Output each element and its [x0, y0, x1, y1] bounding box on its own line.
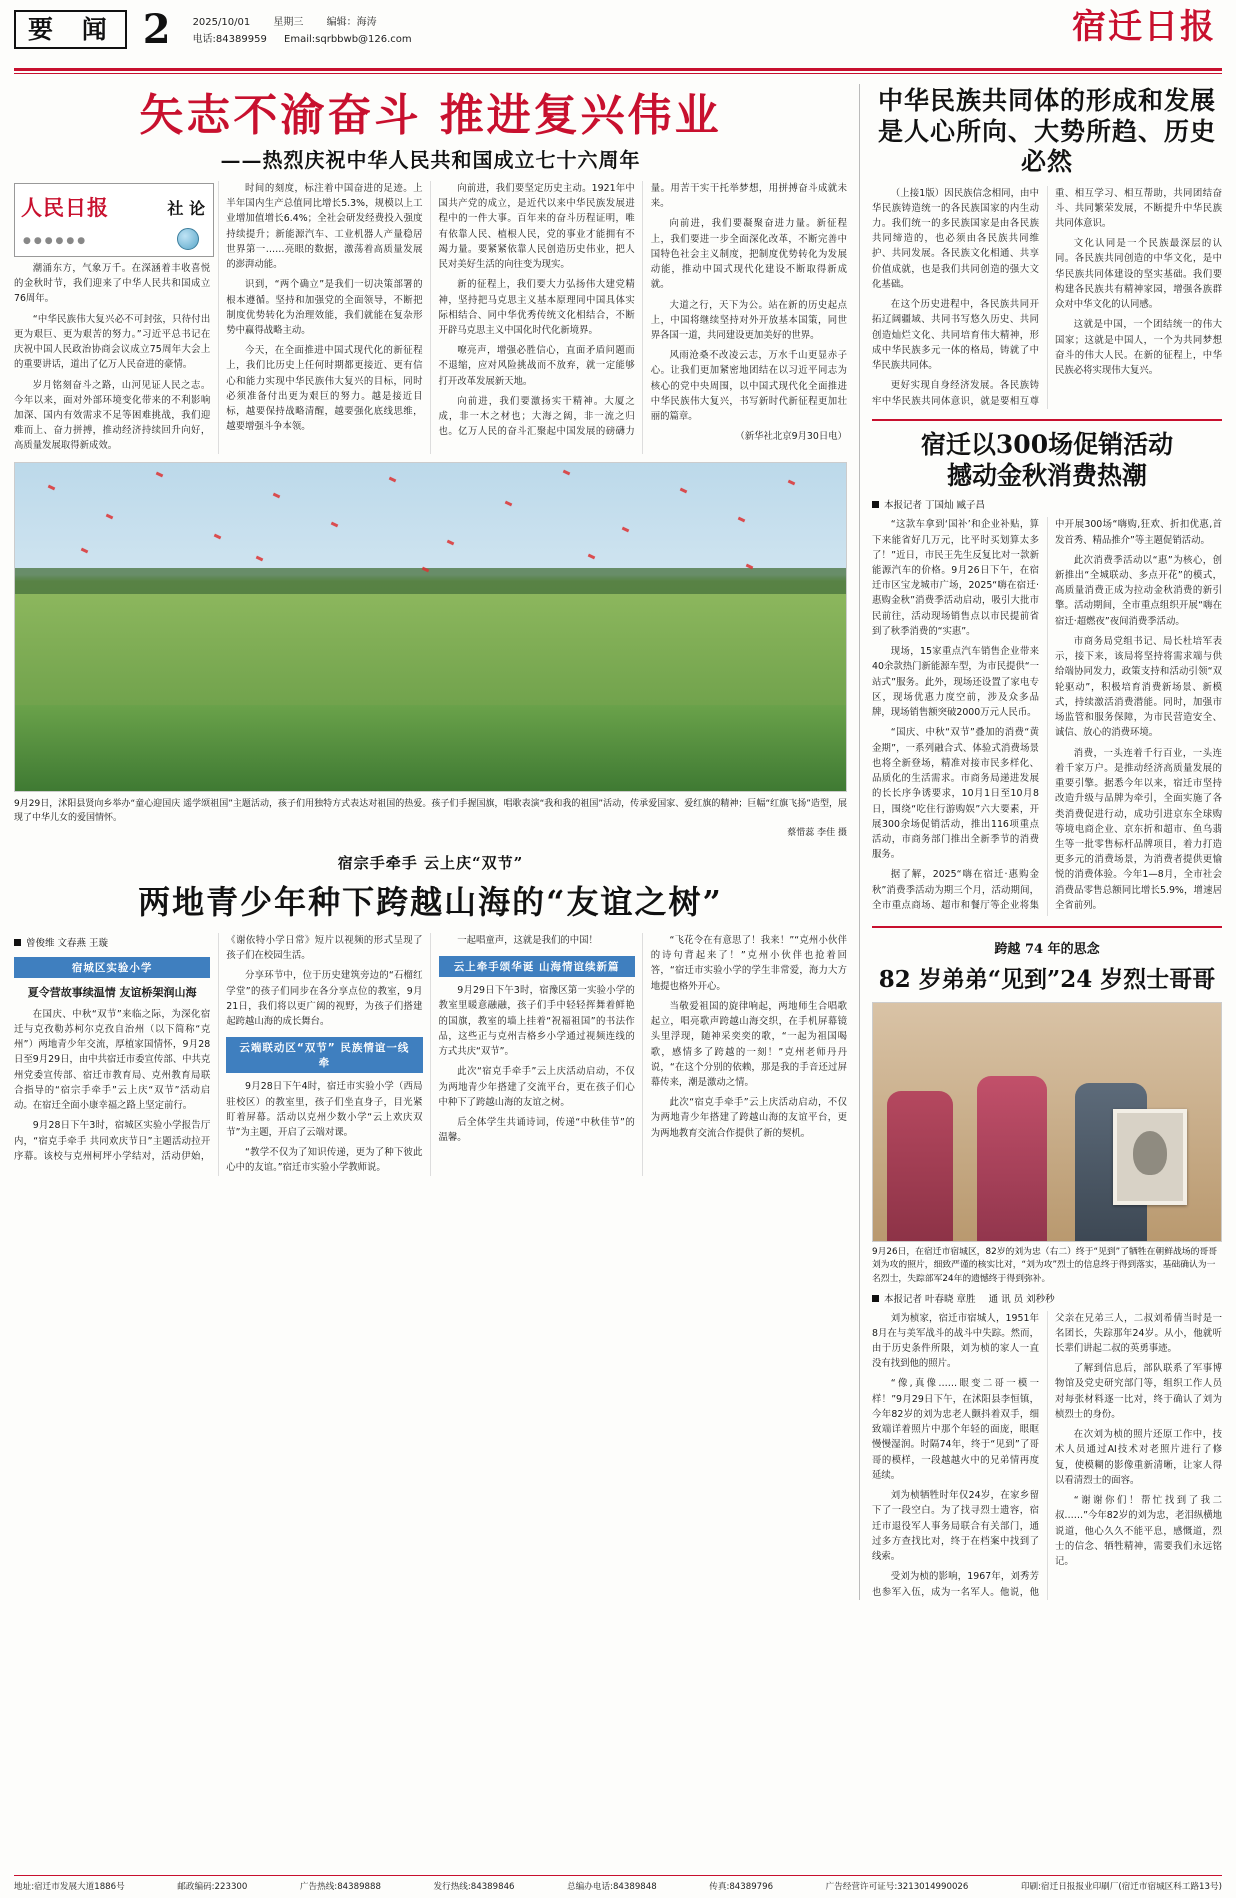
publish-date: 2025/10/01 [192, 17, 251, 28]
page-number: 2 [142, 6, 171, 53]
footer-office: 总编办电话:84389848 [567, 1882, 657, 1892]
right-article3-title: 82 岁弟弟“见到”24 岁烈士哥哥 [878, 965, 1216, 993]
right-paragraph: 刘为桢家，宿迁市宿城人，1951年8月在与美军战斗的战斗中失踪。然而，由于历史条件所限，刘为桢的家人一直没有找到他的照片。 [872, 1312, 1039, 1370]
right-divider-1 [872, 419, 1222, 421]
right-paragraph: 市商务局党组书记、局长杜培军表示，接下来，该局将坚持将需求端与供给端协同发力，政策支持和活动引领“双轮驱动”，积极培育消费新场景、新模式，持续激活消费潜能。同时，加强市场监管和服务保障，为市民营造安全、诚信、放心的消费环境。 [1055, 635, 1222, 739]
story2-kicker: 宿宗手牵手 云上庆“双节” [337, 853, 524, 872]
right-paragraph: “像,真像……眼变二哥一模一样！”9月29日下午，在沭阳县李恒镇，今年82岁的刘为忠老人颤抖着双手，细致端详着照片中那个年轻的面庞，眼眶慢慢湿润。时隔74年，终于“见到”了哥哥的模样，一段越越火中的兄弟情再度延续。 [872, 1378, 1039, 1481]
lead-paragraph: 嘹亮声，增强必胜信心，直面矛盾问题而不退缩，应对风险挑战而不放弃，就一定能够打开改革发展新天地。 [438, 345, 635, 387]
main-photo-caption [14, 797, 847, 840]
right-paragraph: “国庆、中秋“双节”叠加的消费“黄金期”，一系列融合式、体验式消费场景也将全新登场，精准对接市民多样化、品质化的生活需求。市商务局递进发展的长长序争诱要求，10月1日至10月8日，围绕“吃住行游购娱”六大要素，开展300余场促销活动，推出116项重点活动，市商务部门推出全新季节的消费服务。 [872, 727, 1039, 861]
byline-marker-icon [14, 939, 21, 946]
right-article1-title-line2: 是人心所向、大势所趋、历史必然 [877, 116, 1216, 176]
footer-postcode: 邮政编码:223300 [177, 1882, 248, 1892]
right-photo [872, 1002, 1222, 1242]
lead-paragraph: 今天，在全面推进中国式现代化的新征程上，我们比历史上任何时期都更接近、更有信心和能力实现中华民族伟大复兴的目标，同时必须准备付出更为艰巨的努力。越是接近目标，越要保持战略清醒，越要强化底线思维，越要增强斗争本领。 [226, 345, 423, 433]
byline-names: 本报记者 叶春晓 章胜 [884, 1293, 976, 1305]
right-paragraph: 在这个历史进程中，各民族共同开拓辽阔疆域、共同书写悠久历史、共同创造灿烂文化、共同培育伟大精神，形成中华民族多元一体的格局，铸就了中华民族共同体。 [872, 299, 1039, 372]
editorial-logo [14, 183, 214, 257]
right-column [859, 84, 1222, 1600]
story2-paragraph: 9月29日下午3时，宿豫区第一实验小学的教室里暖意融融，孩子们手中轻轻挥舞着鲜艳的国旗，教室的墙上挂着“祝福祖国”的书法作品，这些正与克州吉格乡小学通过视频连线的方式共庆“双节”。 [438, 985, 635, 1058]
lead-headline: 矢志不渝奋斗 推进复兴伟业 [139, 90, 722, 141]
story2-paragraph: 分享环节中，位于历史建筑旁边的“石榴红学堂”的孩子们同步在各分享点位的教室，9月21日，我们将以更广阔的视野，为孩子们搭建起跨越山海的成长舞台。 [226, 970, 423, 1028]
photo-children [15, 561, 846, 705]
byline-marker-icon [872, 1295, 879, 1302]
right-paragraph: 这就是中国，一个团结统一的伟大国家；这就是中国人，一个为共同梦想奋斗的伟大人民。在新的征程上，中华民族必将实现伟大复兴。 [1055, 319, 1222, 377]
editorial-brand: 人民日报 [21, 194, 109, 220]
story2-paragraph: “飞花令在有意思了！我来！”“克州小伙伴的诗句背起来了！”克州小伙伴也抢着回答，“宿迁市实验小学的学生非常爱，海力大方地提也格外开心。 [650, 934, 847, 992]
story2-paragraph: 此次“宿克手牵手”云上庆活动启动，不仅为两地青少年搭建了跨越山海的友谊平台，更为两地教育交流合作提供了新的契机。 [650, 1097, 847, 1139]
right-article1-body [872, 186, 1222, 409]
lead-paragraph: 向前进，我们要凝聚奋进力量。新征程上，我们要进一步全面深化改革，不断完善中国特色社会主义制度，把制度优势转化为发展动能，推动中国式现代化建设不断取得新成就。 [650, 218, 847, 291]
paper-name: 宿迁日报 [1072, 7, 1216, 47]
caption-text: 9月29日，沭阳县贤向乡举办“童心迎国庆 遥学颂祖国”主题活动，孩子们用独特方式表达对祖国的热爱。孩子们手握国旗，唱歌表演“我和我的祖国”活动，传承爱国家、爱红旗的精神；巨幅“红旗飞扬”造型，展现了中华儿女的爱国情怀。 [14, 798, 847, 824]
photo-person-2 [977, 1076, 1047, 1241]
photo-credit: 蔡惜蕊 李佳 摄 [787, 827, 847, 838]
byline-names: 曾俊维 文春燕 王璇 [26, 937, 109, 949]
right-article2-title [872, 429, 1222, 492]
right-paragraph: 文化认同是一个民族最深层的认同。各民族共同创造的中华文化，是中华民族共同体建设的坚实基础。我们要构建各民族共有精神家园，增强各族群众对中华文化的认同感。 [1055, 238, 1222, 311]
photo-ground [15, 705, 846, 790]
story2-byline [14, 935, 210, 949]
story2-paragraph: “教学不仅为了知识传递，更为了种下彼此心中的友谊。”宿迁市实验小学教师说。 [226, 1147, 423, 1174]
story2-paragraph: 9月28日下午3时，宿城区实验小学报告厅内，“宿克手牵手 共同欢庆节日”主题活动拉开序幕。该校与克州柯坪小学结对，活动伊始，《谢依特小学日常》短片以视频的形式呈现了孩子们在校园生活。 [14, 934, 423, 1162]
right-paragraph: 据了解，2025“嗨在宿迁·惠购金秋”消费季活动为期三个月，活动期间，全市重点商场、超市和餐厅等企业将集中开展300场“嗨购,狂欢、折扣优惠,首发首秀、精品推介”等主题促销活动。 [872, 519, 1222, 911]
masthead-rule-thick [14, 68, 1222, 71]
right-paragraph: （上接1版）因民族信念相同，由中华民族铸造统一的各民族国家的内生动力。我们统一的多民族国家是由各民族共同缔造的，也必须由各民族共同维护、共同发展。各民族文化相通、共享价值成就，也是我们共同创造的强大文化基础。 [872, 187, 1039, 290]
right-article2-title-line1: 宿迁以300场促销活动 [920, 429, 1174, 459]
right-paragraph: 此次消费季活动以“惠”为核心，创新推出“全城联动、多点开花”的模式，高质量消费正成为拉动金秋消费的新引擎。活动期间，全市重点组织开展“嗨在宿迁·超燃夜”夜间消费季活动。 [1055, 554, 1222, 627]
right-article3-byline [872, 1291, 1222, 1305]
footer-print: 印刷:宿迁日报报业印刷厂(宿迁市宿城区科工路13号) [1020, 1882, 1222, 1892]
right-paragraph: “这款车拿到‘国补’和企业补贴，算下来能省好几万元，比平时买划算太多了！”近日，市民王先生反复比对一款新能源汽车的价格。9月26日下午，在宿迁市区宝龙城市广场，2025“嗨在宿迁·惠购金秋”消费季活动启动，吸引大批市民前往，活动现场销售点以市民提前省到了秋季消费的“实惠”。 [872, 519, 1039, 637]
editor: 编辑：海涛 [326, 17, 377, 28]
right-article3-body [872, 1311, 1222, 1600]
story2-paragraph: 此次“宿克手牵手”云上庆活动启动，不仅为两地青少年搭建了交流平台，更在孩子们心中种下了跨越山海的友谊之树。 [438, 1066, 635, 1108]
right-article3-kicker: 跨越 74 年的思念 [994, 941, 1100, 957]
lead-paragraph: “中华民族伟大复兴必不可封弦，只待付出更为艰巨、更为艰苦的努力。”习近平总书记在庆祝中国人民政治协商会议成立75周年大会上的重要讲话，道出了亿万人民奋进的豪情。 [14, 313, 211, 371]
right-article1-title-line1: 中华民族共同体的形成和发展 [877, 86, 1216, 115]
photo-person-1 [887, 1091, 953, 1241]
lead-paragraph: 潮涌东方，气象万千。在深涵着丰收喜悦的金秋时节，我们迎来了中华人民共和国成立76周年。 [14, 262, 211, 305]
subsection-title-1: 夏令营故事续温情 友谊桥架润山海 [27, 985, 197, 999]
main-photo [14, 462, 847, 792]
globe-icon [177, 228, 199, 250]
footer-fax: 传真:84389796 [709, 1882, 774, 1892]
section-label: 要 闻 [14, 10, 127, 49]
right-article2-byline [872, 497, 1222, 511]
subsection-label-3: 云上牵手颂华诞 山海情谊续新篇 [439, 956, 635, 977]
footer-ad-hotline: 广告热线:84389888 [299, 1882, 381, 1892]
lead-source: （新华社北京9月30日电） [735, 431, 847, 443]
lead-paragraph: 向前进，我们要激扬实干精神。大厦之成，非一木之材也；大海之阔，非一流之归也。亿万人民的奋斗汇聚起中国发展的磅礴力量。用苦干实干托举梦想，用拼搏奋斗成就未来。 [438, 182, 847, 438]
story2-body [14, 933, 847, 1176]
right-paragraph: 刘为桢牺牲时年仅24岁，在家乡留下了一段空白。为了找寻烈士遗容，宿迁市退役军人事务局联合有关部门，通过多方查找比对，终于在档案中找到了线索。 [872, 1490, 1039, 1563]
masthead-left [14, 6, 412, 53]
right-paragraph: “谢谢你们！帮忙找到了我二叔……”今年82岁的刘为忠，老泪纵横地说道，他心久久不能平息，感慨道，烈士的信念、牺牲精神，需要我们永远铭记。 [1055, 1495, 1222, 1568]
byline-contributor: 通 讯 员 刘秒秒 [988, 1293, 1055, 1305]
content-grid [14, 84, 1222, 1600]
lead-paragraph: 向前进，我们要坚定历史主动。1921年中国共产党的成立，是近代以来中华民族发展进程中的一件大事。百年来的奋斗历程证明，唯有依靠人民、植根人民，党的事业才能拥有不竭力量。要紧紧依靠人民创造历史伟业，把人民对美好生活的向往变为现实。 [438, 182, 635, 271]
lead-paragraph: 岁月铭刻奋斗之路，山河见证人民之志。今年以来，面对外部环境变化带来的不利影响加深、国内有效需求不足等困难挑战，我们迎难而上、奋力拼搏，推动经济持续回升向好，高质量发展取得新成效。 [14, 379, 211, 452]
lead-body [14, 181, 847, 454]
lead-paragraph: 新的征程上，我们要大力弘扬伟大建党精神，坚持把马克思主义基本原理同中国具体实际相结合、同中华优秀传统文化相结合，不断开辟马克思主义中国化时代化新境界。 [438, 279, 635, 337]
byline-marker-icon [872, 501, 879, 508]
phone: 电话:84389959 [192, 34, 267, 45]
masthead-right [1072, 7, 1222, 47]
email: Email:sqrbbwb@126.com [284, 34, 412, 45]
page-footer [14, 1875, 1222, 1892]
story2-paragraph: 当敬爱祖国的旋律响起，两地师生合唱歌起立，唱亮歌声跨越山海交织，在手机屏幕镜头里浮现，随神采奕奕的歌，“一起为祖国喝歌，感情多了跨越的一刻！”克州老师丹丹说，“在这个分别的依赖，那是我的手音还过屏幕传来，潮是激动之情。 [650, 1000, 847, 1088]
story2-paragraph: 后全体学生共诵诗词，传递“中秋佳节”的温馨。 [438, 1117, 635, 1144]
subsection-label-2: 云端联动区“双节” 民族情谊一线牵 [226, 1037, 422, 1073]
footer-address: 地址:宿迁市发展大道1886号 [14, 1882, 125, 1892]
story2-headline: 两地青少年种下跨越山海的“友谊之树” [138, 882, 723, 921]
lead-paragraph: 时间的刻度，标注着中国奋进的足迹。上半年国内生产总值同比增长5.3%，规模以上工业增加值增长6.4%；全社会研发经费投入强度持续提升；新能源汽车、工业机器人产量稳居世界第一……亮眼的数据，激荡着高质量发展的澎湃动能。 [226, 182, 423, 271]
right-paragraph: 更好实现自身经济发展。各民族铸牢中华民族共同体意识，就是要相互尊重、相互学习、相互帮助，共同团结奋斗、共同繁荣发展，不断提升中华民族共同体意识。 [872, 187, 1222, 407]
editorial-label: 社 论 [167, 198, 205, 218]
right-paragraph: 现场，15家重点汽车销售企业带来40余款热门新能源车型，为市民提供“一站式”服务。此外，现场还设置了家电专区，现场优惠力度空前，涉及众多品牌，现场销售额突破2000万元人民币。 [872, 646, 1039, 719]
lead-paragraph: 风雨沧桑不改凌云志，万水千山更显赤子心。让我们更加紧密地团结在以习近平同志为核心的党中央周围，以中国式现代化全面推进中华民族伟大复兴，书写新时代新征程更加壮丽的篇章。 [650, 350, 847, 423]
right-paragraph: 受刘为桢的影响，1967年，刘秀芳也参军入伍，成为一名军人。他说，他父亲在兄弟三人，二叔刘希倩当时是一名团长，失踪那年24岁。从小，他就听长辈们讲起二叔的英勇事迹。 [872, 1312, 1222, 1598]
right-article2-title-line2: 撼动金秋消费热潮 [946, 461, 1147, 491]
editorial-dots: ●●●●●● [23, 235, 89, 246]
masthead-rule-thin [14, 73, 1222, 74]
masthead [14, 0, 1222, 62]
lead-paragraph: 识到，“两个确立”是我们一切决策部署的根本遵循。坚持和加强党的全面领导，不断把制度优势转化为治理效能，我们就能在复杂形势中赢得战略主动。 [226, 279, 423, 337]
story2-paragraph: 9月28日下午4时，宿迁市实验小学（西局驻校区）的教室里，孩子们坐直身子，目光紧盯着屏幕。活动以克州少数小学“云上欢庆双节”为主题，开启了云端对课。 [226, 1081, 423, 1138]
right-divider-2 [872, 926, 1222, 928]
caption-text: 9月26日，在宿迁市宿城区，82岁的刘为忠（右二）终于“见到”了牺牲在朝鲜战场的哥哥刘为攻的照片，细致严谨的核实比对，“刘为攻”烈士的信息终于得到落实，基础确认为一名烈士，失踪部军24年的遗憾终于得到弥补。 [872, 1246, 1217, 1284]
left-column [14, 84, 859, 1600]
right-article2-body [872, 517, 1222, 915]
right-photo-caption [872, 1246, 1222, 1287]
story2-paragraph: 在国庆、中秋“双节”来临之际，为深化宿迁与克孜勒苏柯尔克孜自治州（以下简称“克州”）两地青少年交流，厚植家国情怀，9月28日至9月29日，由中共宿迁市委宣传部、中共克州党委宣传部、宿迁市教育局、克州教育局联合指导的“宿宗手牵手”云上庆“双节”活动启动。在宿迁全面小康幸福之路上坚定前行。 [14, 1008, 211, 1112]
masthead-meta [193, 10, 412, 48]
footer-license: 广告经营许可证号:3213014990026 [825, 1882, 969, 1892]
right-paragraph: 在次刘为桢的照片还原工作中，技术人员通过AI技术对老照片进行了修复，使模糊的影像重新清晰，让家人得以看清烈士的面容。 [1055, 1429, 1222, 1486]
subsection-label-1: 宿城区实验小学 [14, 957, 210, 978]
right-article1-title [872, 86, 1222, 178]
right-paragraph: 消费，一头连着千行百业，一头连着千家万户。是推动经济高质量发展的重要引擎。据悉今年以来，宿迁市坚持改造升级与品牌为牵引，全面实施了各类消费促进行动，成功引进京东全球购等境电商企业、京东折和超市、鱼乌翡生等一批零售标杆品牌项目，着力打造更多元的消费场景，为消费者提供更愉悦的消费体验。今年1—8月，全市社会消费品零售总额同比增长5.9%，增速居全省前列。 [1055, 747, 1222, 911]
right-paragraph: 了解到信息后，部队联系了军事博物馆及党史研究部门等，组织工作人员对每张材料逐一比对，终于确认了刘为桢烈士的身份。 [1055, 1363, 1222, 1420]
story2-paragraph: 一起唱童声，这就是我们的中国！ [457, 934, 598, 946]
footer-distribution: 发行热线:84389846 [433, 1882, 515, 1892]
byline-names: 本报记者 丁国灿 臧子昌 [884, 500, 986, 512]
soldier-portrait [1113, 1109, 1187, 1205]
lead-subhead: ——热烈庆祝中华人民共和国成立七十六周年 [220, 147, 641, 172]
weekday: 星期三 [273, 17, 304, 28]
lead-paragraph: 大道之行，天下为公。站在新的历史起点上，中国将继续坚持对外开放基本国策，同世界各国一道，共同建设更加美好的世界。 [650, 299, 847, 342]
